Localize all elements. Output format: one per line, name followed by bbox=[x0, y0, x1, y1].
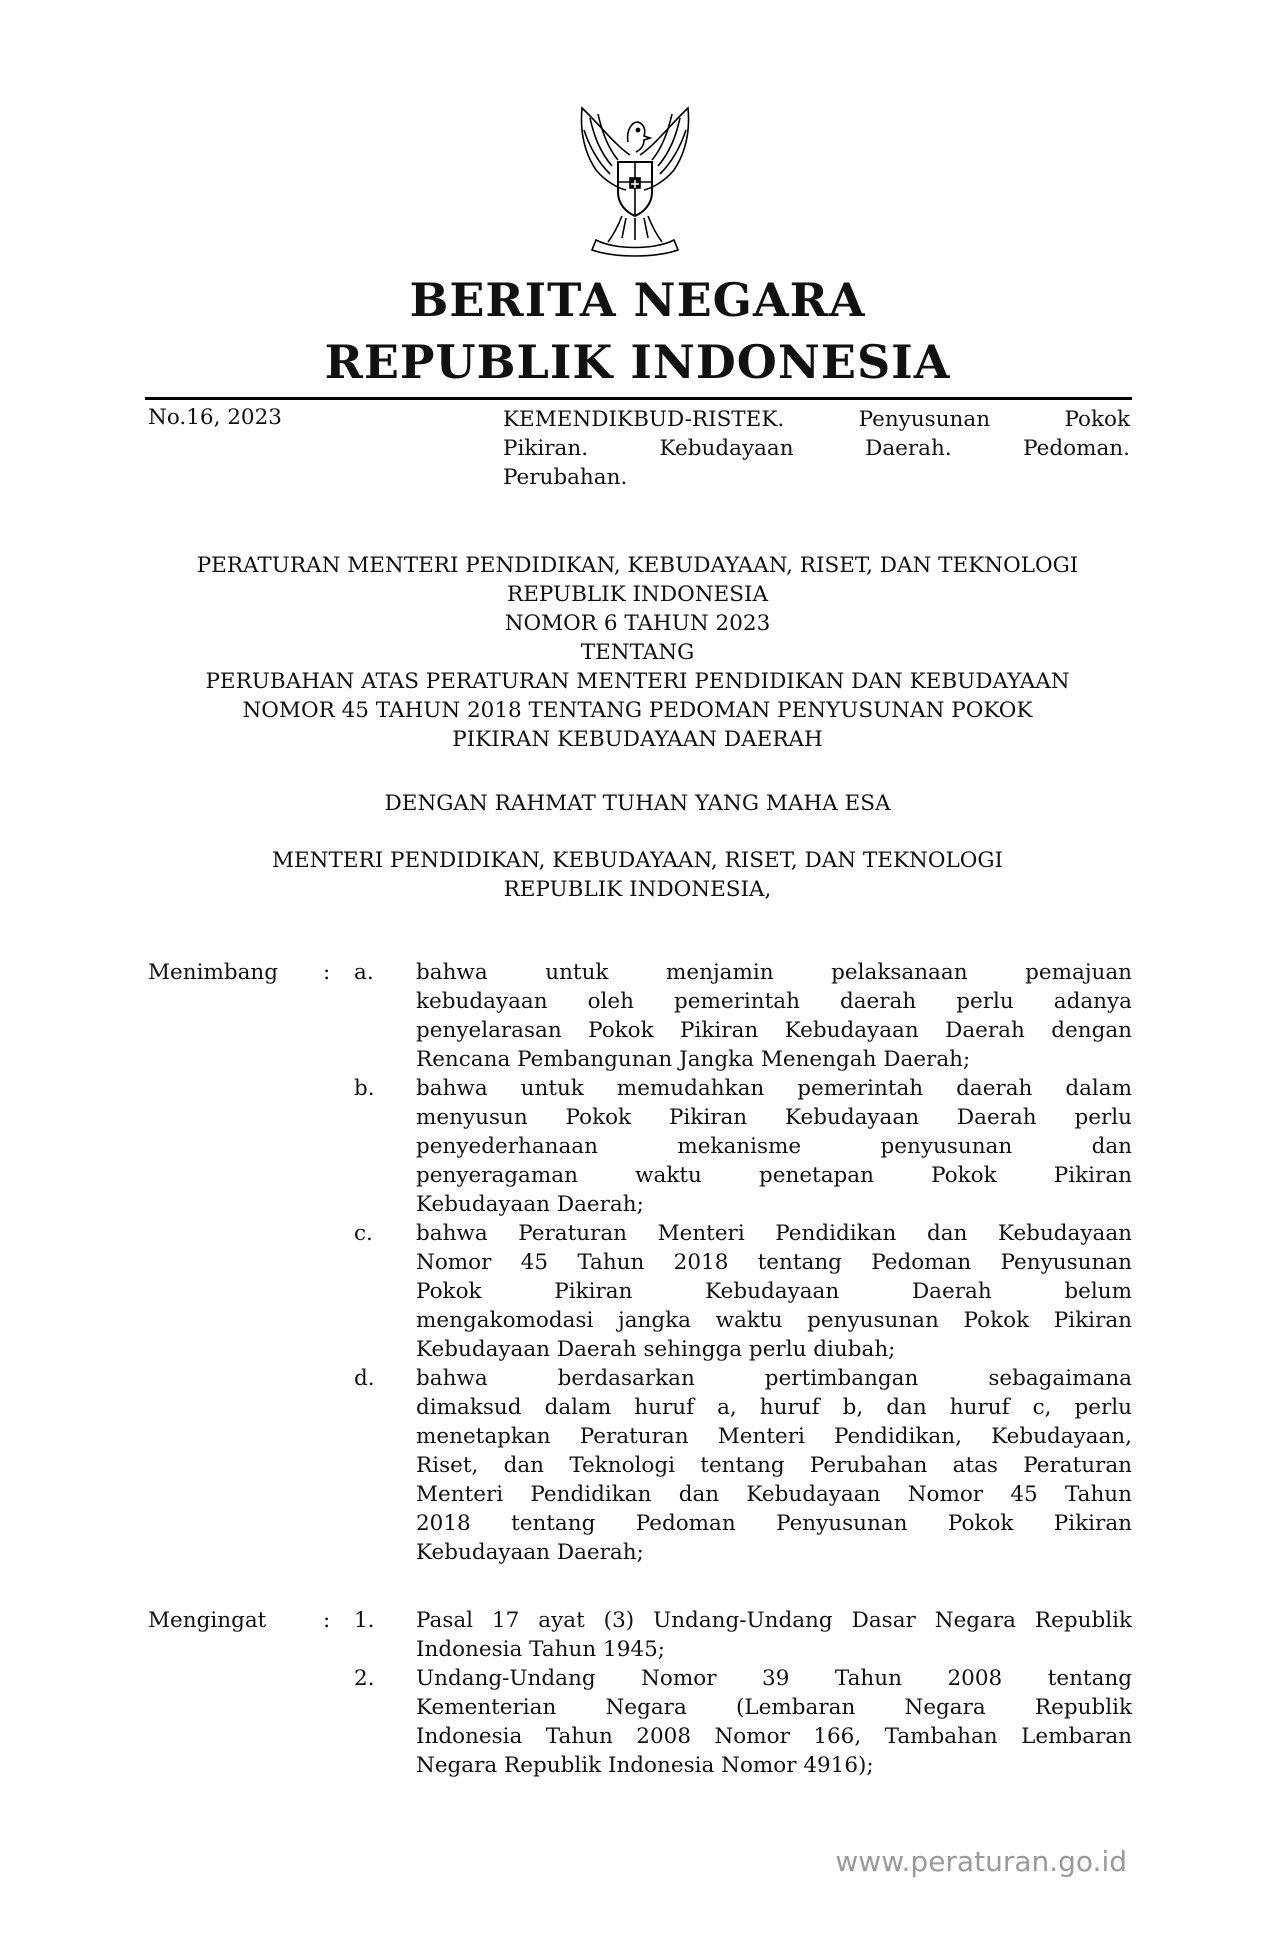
item-line: Undang-Undang Nomor 39 Tahun 2008 tentang bbox=[416, 1666, 1132, 1691]
title-line: NOMOR 6 TAHUN 2023 bbox=[504, 611, 771, 636]
gazette-description bbox=[503, 405, 1130, 492]
title-line: PERUBAHAN ATAS PERATURAN MENTERI PENDIDIKAN DAN KEBUDAYAAN bbox=[205, 669, 1070, 694]
title-line: PERATURAN MENTERI PENDIDIKAN, KEBUDAYAAN, RISET, DAN TEKNOLOGI bbox=[196, 553, 1079, 578]
masthead-divider bbox=[145, 397, 1132, 400]
title-line: REPUBLIK INDONESIA bbox=[507, 582, 768, 607]
gazette-description-line: KEMENDIKBUD-RISTEK. Penyusunan Pokok bbox=[503, 407, 1130, 432]
item-line: Pasal 17 ayat (3) Undang-Undang Dasar Negara Republik bbox=[416, 1608, 1132, 1633]
item-line: Pokok Pikiran Kebudayaan Daerah belum bbox=[416, 1279, 1132, 1304]
item-marker: d. bbox=[354, 1366, 375, 1391]
authority-line: REPUBLIK INDONESIA, bbox=[503, 877, 772, 902]
item-marker: b. bbox=[354, 1076, 375, 1101]
item-line: penyederhanaan mekanisme penyusunan dan bbox=[416, 1134, 1132, 1159]
item-marker: c. bbox=[354, 1221, 373, 1246]
authority-line: MENTERI PENDIDIKAN, KEBUDAYAAN, RISET, DAN TEKNOLOGI bbox=[271, 848, 1004, 873]
item-line: Nomor 45 Tahun 2018 tentang Pedoman Penyusunan bbox=[416, 1250, 1132, 1275]
menimbang-section bbox=[148, 958, 1133, 1567]
item-line: bahwa Peraturan Menteri Pendidikan dan Kebudayaan bbox=[416, 1221, 1132, 1246]
garuda-emblem-icon bbox=[560, 100, 710, 260]
section-colon: : bbox=[323, 1608, 331, 1633]
list-item bbox=[148, 1074, 1133, 1219]
gazette-description-line: Pikiran. Kebudayaan Daerah. Pedoman. bbox=[503, 436, 1130, 461]
item-line: Kebudayaan Daerah sehingga perlu diubah; bbox=[416, 1337, 896, 1362]
mengingat-section bbox=[148, 1606, 1133, 1780]
preamble-invocation: DENGAN RAHMAT TUHAN YANG MAHA ESA bbox=[384, 791, 891, 816]
issuing-authority bbox=[140, 846, 1135, 904]
item-line: menyusun Pokok Pikiran Kebudayaan Daerah perlu bbox=[416, 1105, 1132, 1130]
title-line: PIKIRAN KEBUDAYAAN DAERAH bbox=[452, 727, 823, 752]
item-line: bahwa untuk menjamin pelaksanaan pemajuan bbox=[416, 960, 1132, 985]
source-watermark[interactable]: www.peraturan.go.id bbox=[835, 1845, 1127, 1878]
section-label: Menimbang bbox=[148, 960, 279, 985]
title-line: TENTANG bbox=[580, 640, 695, 665]
item-line: bahwa berdasarkan pertimbangan sebagaimana bbox=[416, 1366, 1132, 1391]
gazette-number: No.16, 2023 bbox=[148, 405, 282, 430]
title-line: NOMOR 45 TAHUN 2018 TENTANG PEDOMAN PENYUSUNAN POKOK bbox=[242, 698, 1033, 723]
item-line: Negara Republik Indonesia Nomor 4916); bbox=[416, 1753, 874, 1778]
list-item bbox=[148, 1219, 1133, 1364]
list-item bbox=[148, 1606, 1133, 1664]
item-line: bahwa untuk memudahkan pemerintah daerah dalam bbox=[416, 1076, 1132, 1101]
list-item bbox=[148, 958, 1133, 1074]
masthead-line-1: BERITA NEGARA bbox=[409, 273, 866, 327]
item-line: mengakomodasi jangka waktu penyusunan Pokok Pikiran bbox=[416, 1308, 1132, 1333]
item-line: 2018 tentang Pedoman Penyusunan Pokok Pikiran bbox=[416, 1511, 1132, 1536]
item-line: Kebudayaan Daerah; bbox=[416, 1540, 644, 1565]
list-item bbox=[148, 1664, 1133, 1780]
item-marker: a. bbox=[354, 960, 374, 985]
item-line: Indonesia Tahun 2008 Nomor 166, Tambahan Lembaran bbox=[416, 1724, 1132, 1749]
gazette-description-line: Perubahan. bbox=[503, 465, 628, 490]
item-line: Riset, dan Teknologi tentang Perubahan atas Peraturan bbox=[416, 1453, 1132, 1478]
item-line: kebudayaan oleh pemerintah daerah perlu adanya bbox=[416, 989, 1132, 1014]
section-label: Mengingat bbox=[148, 1608, 267, 1633]
item-marker: 2. bbox=[354, 1666, 375, 1691]
item-line: Kementerian Negara (Lembaran Negara Republik bbox=[416, 1695, 1132, 1720]
item-line: penyelarasan Pokok Pikiran Kebudayaan Daerah dengan bbox=[416, 1018, 1132, 1043]
regulation-title bbox=[140, 551, 1135, 754]
item-marker: 1. bbox=[354, 1608, 375, 1633]
list-item bbox=[148, 1364, 1133, 1567]
section-colon: : bbox=[323, 960, 331, 985]
item-line: menetapkan Peraturan Menteri Pendidikan, Kebudayaan, bbox=[416, 1424, 1132, 1449]
item-line: penyeragaman waktu penetapan Pokok Pikiran bbox=[416, 1163, 1132, 1188]
item-line: dimaksud dalam huruf a, huruf b, dan huruf c, perlu bbox=[416, 1395, 1132, 1420]
item-line: Menteri Pendidikan dan Kebudayaan Nomor 45 Tahun bbox=[416, 1482, 1132, 1507]
item-line: Indonesia Tahun 1945; bbox=[416, 1637, 666, 1662]
item-line: Kebudayaan Daerah; bbox=[416, 1192, 644, 1217]
masthead-line-2: REPUBLIK INDONESIA bbox=[324, 335, 951, 389]
item-line: Rencana Pembangunan Jangka Menengah Daerah; bbox=[416, 1047, 971, 1072]
